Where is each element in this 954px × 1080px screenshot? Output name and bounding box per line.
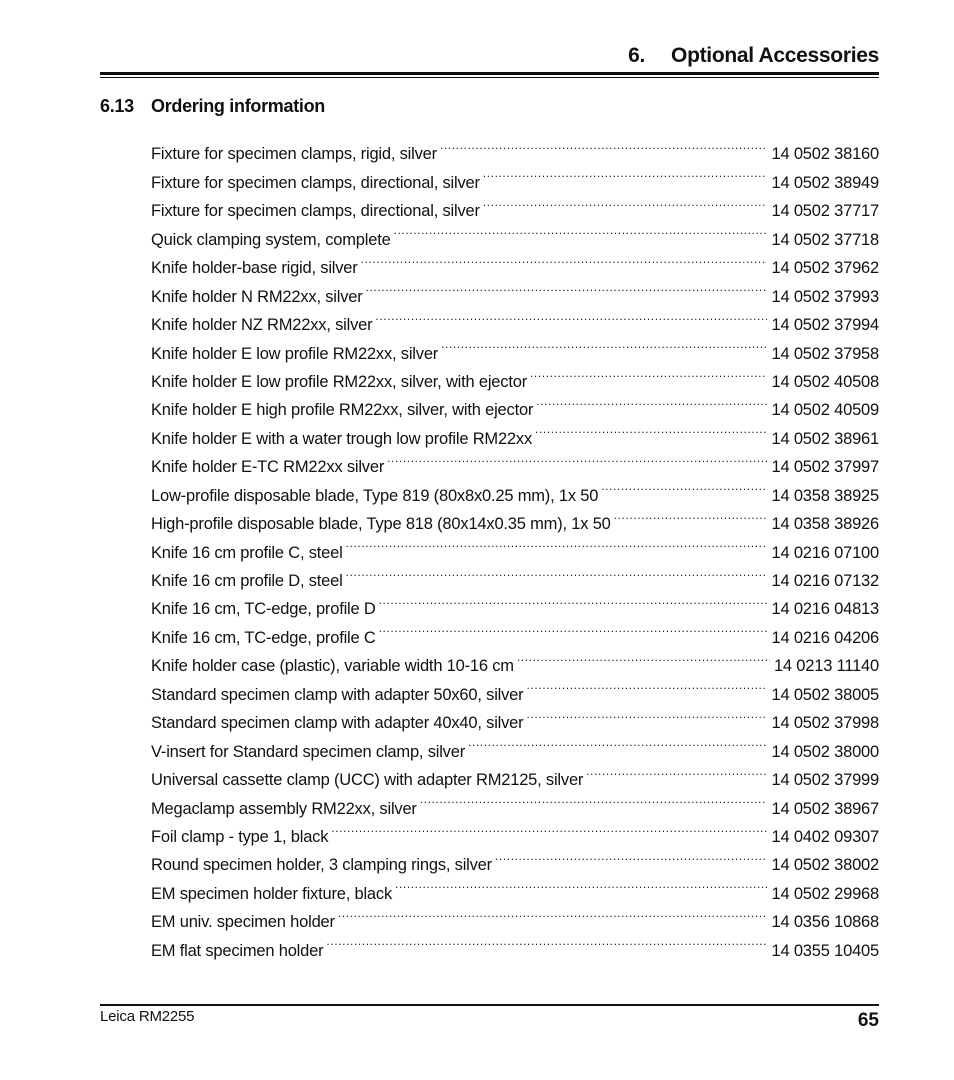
order-number: 14 0502 38160 — [771, 145, 879, 164]
item-name: Knife holder E low profile RM22xx, silver, with ejector — [151, 372, 527, 391]
chapter-header — [100, 44, 879, 74]
dot-leader — [586, 757, 767, 785]
order-number: 14 0502 37718 — [771, 230, 879, 249]
dot-leader — [601, 472, 767, 500]
dot-leader — [468, 728, 767, 756]
order-number: 14 0502 38005 — [771, 685, 879, 704]
dot-leader — [346, 558, 768, 586]
chapter-title-text: Optional Accessories — [671, 44, 879, 67]
section-title: Ordering information — [151, 96, 326, 116]
dot-leader — [517, 643, 770, 671]
order-number: 14 0502 37998 — [771, 714, 879, 733]
dot-leader — [526, 700, 767, 728]
order-number: 14 0502 37993 — [771, 287, 879, 306]
item-name: Quick clamping system, complete — [151, 230, 391, 249]
order-number: 14 0502 37958 — [771, 344, 879, 363]
order-number: 14 0502 29968 — [771, 884, 879, 903]
dot-leader — [420, 785, 768, 813]
page-number: 65 — [857, 1010, 879, 1031]
order-number: 14 0502 38000 — [771, 742, 879, 761]
order-number: 14 0502 37962 — [771, 259, 879, 278]
item-name: Knife holder E with a water trough low profile RM22xx — [151, 429, 533, 448]
footer-product-name: Leica RM2255 — [100, 1008, 195, 1025]
item-name: Foil clamp - type 1, black — [151, 827, 329, 846]
item-name: Knife holder E low profile RM22xx, silver — [151, 344, 439, 363]
item-name: Universal cassette clamp (UCC) with adapter RM2125, silver — [151, 771, 584, 790]
order-number: 14 0213 11140 — [773, 657, 879, 676]
header-rule-thin — [100, 77, 879, 78]
order-number: 14 0502 38949 — [771, 173, 879, 192]
dot-leader — [536, 387, 767, 415]
dot-leader — [387, 444, 767, 472]
dot-leader — [338, 899, 768, 927]
item-name: Round specimen holder, 3 clamping rings, silver — [151, 856, 492, 875]
item-name: Low-profile disposable blade, Type 819 (80x8x0.25 mm), 1x 50 — [151, 486, 599, 505]
item-name: V-insert for Standard specimen clamp, silver — [151, 742, 465, 761]
dot-leader — [440, 131, 768, 159]
order-number: 14 0502 40509 — [771, 401, 879, 420]
item-name: Megaclamp assembly RM22xx, silver — [151, 799, 417, 818]
dot-leader — [326, 927, 767, 955]
order-number: 14 0502 38967 — [771, 799, 879, 818]
order-number: 14 0216 07100 — [771, 543, 879, 562]
item-name: Fixture for specimen clamps, directional, silver — [151, 202, 480, 221]
order-number: 14 0502 37717 — [771, 202, 879, 221]
dot-leader — [535, 415, 767, 443]
item-name: Standard specimen clamp with adapter 40x40, silver — [151, 714, 524, 733]
dot-leader — [375, 302, 767, 330]
item-name: Knife holder E-TC RM22xx silver — [151, 458, 385, 477]
order-item-row — [151, 131, 879, 164]
order-number: 14 0402 09307 — [771, 827, 879, 846]
section-heading — [100, 96, 325, 117]
order-number: 14 0355 10405 — [771, 941, 879, 960]
dot-leader — [441, 330, 767, 358]
order-number: 14 0502 38961 — [771, 429, 879, 448]
chapter-number: 6. — [628, 44, 646, 67]
order-number: 14 0216 07132 — [771, 572, 879, 590]
header-rule-thick — [100, 72, 879, 75]
order-number: 14 0502 38002 — [771, 856, 879, 875]
dot-leader — [366, 273, 768, 301]
dot-leader — [331, 814, 767, 842]
dot-leader — [394, 216, 768, 244]
item-name: Standard specimen clamp with adapter 50x60, silver — [151, 685, 524, 704]
item-name: High-profile disposable blade, Type 818 (80x14x0.35 mm), 1x 50 — [151, 515, 611, 534]
item-name: Knife holder NZ RM22xx, silver — [151, 316, 373, 335]
dot-leader — [530, 359, 767, 387]
item-name: Knife holder case (plastic), variable width 10-16 cm — [151, 657, 514, 676]
item-name: EM flat specimen holder — [151, 941, 324, 960]
order-number: 14 0356 10868 — [771, 913, 879, 932]
order-number: 14 0216 04813 — [771, 600, 879, 619]
order-number: 14 0502 40508 — [771, 372, 879, 391]
order-number: 14 0358 38925 — [771, 486, 879, 505]
dot-leader — [495, 842, 768, 870]
item-name: Knife 16 cm, TC-edge, profile D — [151, 600, 376, 619]
item-name: Knife 16 cm, TC-edge, profile C — [151, 628, 376, 647]
dot-leader — [395, 870, 767, 898]
dot-leader — [526, 671, 767, 699]
item-name: Knife 16 cm profile D, steel — [151, 572, 343, 590]
item-name: Knife 16 cm profile C, steel — [151, 543, 343, 562]
footer-rule — [100, 1004, 879, 1006]
item-name: EM specimen holder fixture, black — [151, 884, 393, 903]
dot-leader — [379, 614, 768, 642]
ordering-list — [151, 131, 879, 960]
dot-leader — [483, 159, 768, 187]
dot-leader — [346, 529, 768, 557]
chapter-title — [628, 44, 879, 68]
order-number: 14 0502 37997 — [771, 458, 879, 477]
order-number: 14 0502 37994 — [771, 316, 879, 335]
dot-leader — [483, 188, 768, 216]
order-number: 14 0358 38926 — [771, 515, 879, 534]
item-name: Fixture for specimen clamps, directional, silver — [151, 173, 480, 192]
section-number: 6.13 — [100, 96, 134, 116]
dot-leader — [361, 245, 768, 273]
item-name: Fixture for specimen clamps, rigid, silver — [151, 145, 437, 164]
dot-leader — [379, 586, 768, 614]
item-name: Knife holder E high profile RM22xx, silver, with ejector — [151, 401, 534, 420]
order-number: 14 0502 37999 — [771, 771, 879, 790]
item-name: EM univ. specimen holder — [151, 913, 335, 932]
item-name: Knife holder-base rigid, silver — [151, 259, 358, 278]
dot-leader — [614, 501, 768, 529]
order-number: 14 0216 04206 — [771, 628, 879, 647]
item-name: Knife holder N RM22xx, silver — [151, 287, 363, 306]
